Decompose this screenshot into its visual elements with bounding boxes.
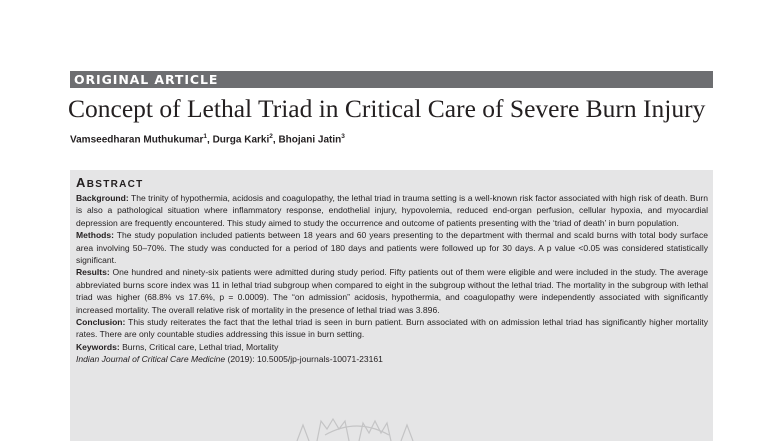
section-label: Methods: <box>76 230 114 241</box>
section-label: Keywords: <box>76 341 120 352</box>
section-text: Burns, Critical care, Lethal triad, Mortality <box>119 341 279 352</box>
author-list <box>70 133 345 145</box>
author-name: Vamseedharan Muthukumar <box>70 134 204 146</box>
section-text: One hundred and ninety-six patients were admitted during study period. Fifty patients out of them were eligible and were included in the study. The average abbreviated burns score index was 11 in lethal triad subgroup when compared to eight in the subgroup without the lethal triad. The mortality in the subgroup with lethal triad was higher (68.8% vs 17.6%, p = 0.0009). The “on admission” acidosis, hypothermia, and coagulopathy were independently associated with significantly increased mortality. The overall relative risk of mortality in the presence of lethal triad was 3.896. <box>76 267 708 315</box>
article-title: Concept of Lethal Triad in Critical Care of Severe Burn Injury <box>68 94 706 123</box>
section-label: Conclusion: <box>76 317 126 328</box>
abstract-methods <box>76 229 708 266</box>
author-affiliation-sup: 2 <box>269 133 273 140</box>
watermark-emblem <box>277 415 437 441</box>
section-label: Background: <box>76 193 129 203</box>
author-name: Durga Karki <box>212 134 270 146</box>
section-label: Results: <box>76 267 110 278</box>
section-text: The trinity of hypothermia, acidosis and coagulopathy, the lethal triad in trauma setting is a well-known risk factor associated with high risk of death. Burn is also a pathological situation where inflammatory response, endothelial injury, hypovolemia, reduced end-organ perfusion, cellular hypoxia, and myocardial depression are frequently encountered. This study aimed to study the occurrence and outcome of patients presenting with the ‘triad of death’ in burn population. <box>76 193 708 228</box>
abstract-results <box>76 266 708 316</box>
author-separator: , <box>207 134 213 146</box>
abstract-box <box>70 170 713 441</box>
abstract-background <box>76 192 708 229</box>
citation-doi: (2019): 10.5005/jp-journals-10071-23161 <box>225 354 383 365</box>
citation-line <box>76 353 708 365</box>
article-type-banner: ORIGINAL ARTICLE <box>70 71 713 88</box>
author-name: Bhojani Jatin <box>278 134 342 146</box>
section-text: The study population included patients between 18 years and 60 years presenting to the department with thermal and scald burns with total body surface area involving 50–70%. The study was conducted for a period of 180 days and patients were followed up for 30 days. A p value <0.05 was considered statistically significant. <box>76 230 708 266</box>
author-separator: , <box>272 134 279 146</box>
abstract-conclusion <box>76 316 708 341</box>
section-text: This study reiterates the fact that the lethal triad is seen in burn patient. Burn associated with on admission lethal triad has significantly higher mortality rates. There are only countable studies addressing this issue in burn setting. <box>76 317 708 340</box>
journal-name: Indian Journal of Critical Care Medicine <box>76 354 226 365</box>
abstract-keywords <box>76 341 708 353</box>
author-affiliation-sup: 1 <box>203 133 207 140</box>
author-affiliation-sup: 3 <box>341 133 345 140</box>
abstract-heading: ABSTRACT <box>76 175 144 190</box>
